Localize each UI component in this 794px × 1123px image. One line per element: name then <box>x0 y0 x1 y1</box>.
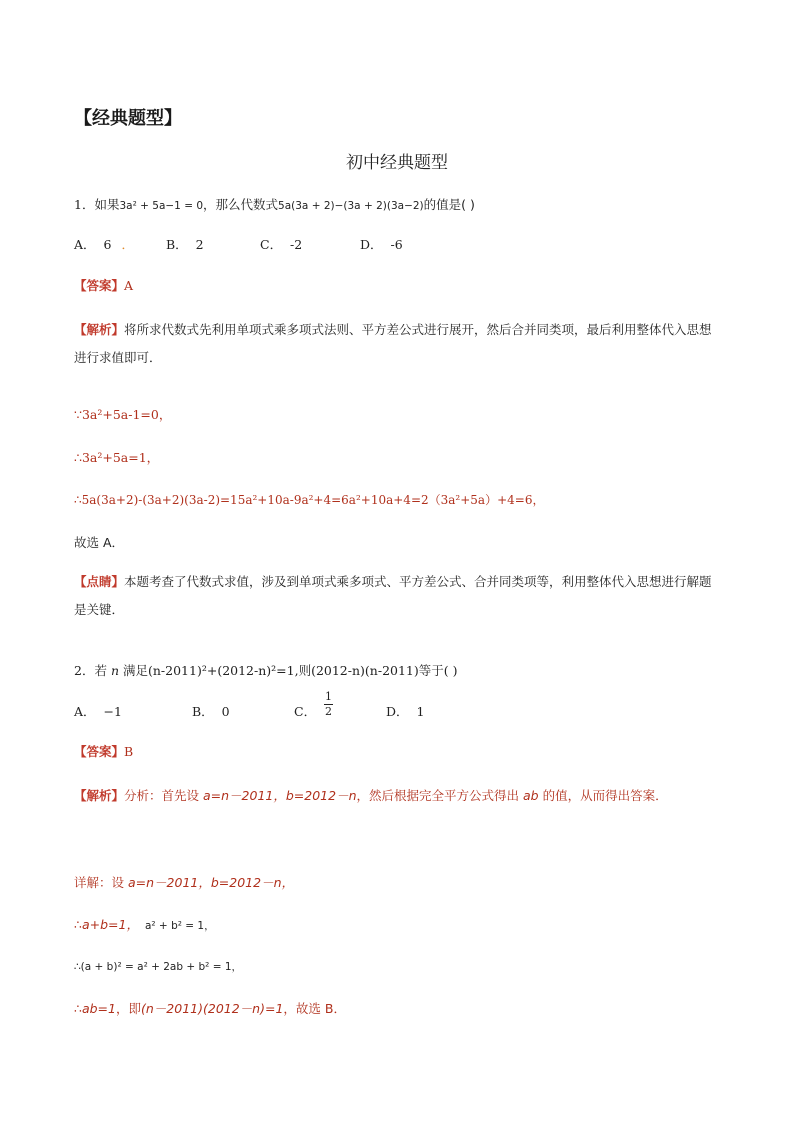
section-title: 【经典题型】 <box>74 108 182 129</box>
q1-step-3: ∴5a(3a+2)-(3a+2)(3a-2)=15a²+10a-9a²+4=6a²+10a+4=2（3a²+5a）+4=6， <box>74 493 545 507</box>
option-d: D． 1 <box>386 704 425 719</box>
analysis-tag: 【解析】 <box>74 322 125 337</box>
q1-answer <box>74 276 133 294</box>
q2-analysis: 【解析】分析：首先设 a=n－2011，b=2012－n，然后根据完全平方公式得出 ab 的值，从而得出答案． <box>74 788 668 803</box>
q2-answer <box>74 742 133 760</box>
question-prefix: 若 <box>94 663 107 678</box>
answer-value: A <box>124 278 134 293</box>
answer-tag: 【答案】 <box>74 278 125 293</box>
q1-conclusion: 故选 A． <box>74 535 125 550</box>
question-suffix: 的值是( ) <box>423 197 475 212</box>
option-b: B． 0 <box>192 704 230 719</box>
question-number: 2． <box>74 663 95 678</box>
analysis-tag: 【解析】 <box>74 788 125 803</box>
answer-tag: 【答案】 <box>74 744 125 759</box>
question-mid: ，那么代数式 <box>203 197 279 212</box>
option-d: D． -6 <box>360 237 403 252</box>
option-a: A． −1 <box>74 704 122 719</box>
fraction-one-half: $\frac{1}{2}$ <box>325 690 332 718</box>
comment-text: 本题考查了代数式求值，涉及到单项式乘多项式、平方差公式、合并同类项等，利用整体代入思想进行解题是关键． <box>74 574 712 617</box>
stray-dot: ． <box>121 237 134 252</box>
q1-step-2: ∴3a²+5a=1， <box>74 450 160 465</box>
variable-n: n <box>110 663 120 678</box>
question-prefix: 如果 <box>94 197 120 212</box>
q1-options <box>74 235 474 255</box>
expression: 5a(3a + 2)−(3a + 2)(3a−2) <box>278 200 424 212</box>
question-2 <box>74 661 457 679</box>
option-b: B． 2 <box>166 237 204 252</box>
page-title: 初中经典题型 <box>346 153 448 173</box>
q2-step-2: ∴(a + b)² = a² + 2ab + b² = 1， <box>74 961 243 973</box>
condition-equation: 3a² + 5a−1 = 0 <box>119 200 204 212</box>
option-c: C． <box>294 704 317 719</box>
option-c: C． -2 <box>260 237 303 252</box>
analysis-text: 将所求代数式先利用单项式乘多项式法则、平方差公式进行展开，然后合并同类项，最后利用整体代入思想进行求值即可． <box>74 322 712 365</box>
q2-detail: 详解：设 a=n－2011，b=2012－n， <box>74 875 294 890</box>
q1-step-1: ∵3a²+5a-1=0， <box>74 407 172 422</box>
answer-value: B <box>124 744 134 759</box>
q1-comment <box>74 568 724 624</box>
comment-tag: 【点睛】 <box>74 574 125 589</box>
question-1 <box>74 195 475 213</box>
question-text: 满足(n-2011)²+(2012-n)²=1,则(2012-n)(n-2011)等于( ) <box>123 663 458 678</box>
question-number: 1． <box>74 197 95 212</box>
q1-analysis <box>74 316 724 372</box>
q2-options <box>74 690 474 730</box>
option-a: A． 6 ． <box>74 237 134 252</box>
q2-step-1: ∴a+b=1， a² + b² = 1， <box>74 917 215 932</box>
q2-step-3: ∴ab=1，即(n－2011)(2012－n)=1，故选 B． <box>74 1001 346 1016</box>
